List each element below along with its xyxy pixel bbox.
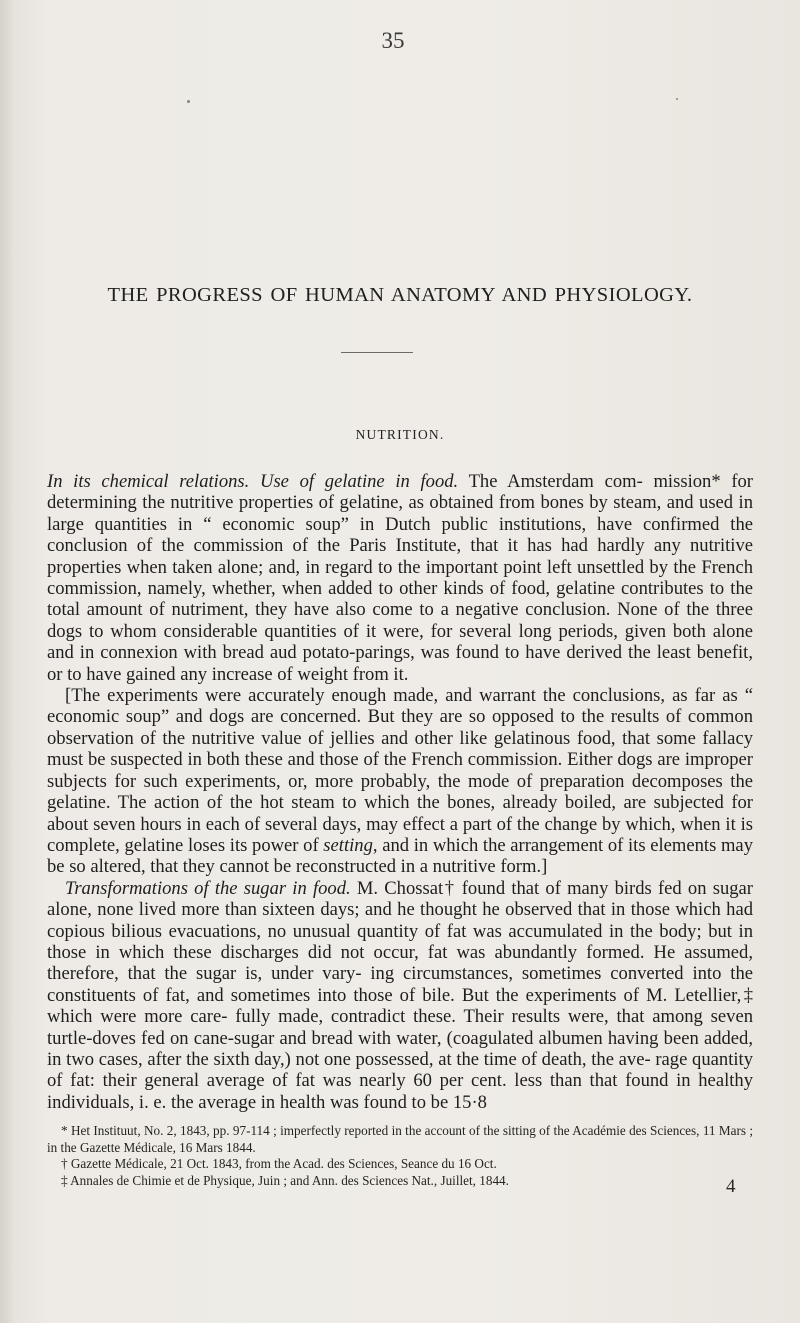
- run-setting-italic: setting: [323, 834, 373, 856]
- paragraph-editorial-note: [47, 685, 753, 878]
- signature-mark: 4: [726, 1176, 736, 1197]
- page-number: 35: [381, 28, 405, 53]
- paper-speck: [676, 98, 678, 100]
- run-note-body-2: , and in which the arrangement of its elements may be so altered, that they cannot be reconstructed in a nutritive form.]: [47, 834, 753, 878]
- footnote-1: * Het Instituut, No. 2, 1843, pp. 97-114 ; imperfectly reported in the account of the sitting of the Académie des Sciences, 11 Mars ; in the Gazette Médicale, 16 Mars 1844.: [47, 1123, 753, 1155]
- footnotes: [47, 1123, 753, 1189]
- run-heading-gelatine: Use of gelatine in food.: [260, 471, 459, 492]
- paragraph-sugar: [47, 878, 753, 1113]
- footnote-2: † Gazette Médicale, 21 Oct. 1843, from the Acad. des Sciences, Seance du 16 Oct.: [61, 1156, 497, 1172]
- section-heading: NUTRITION.: [355, 427, 445, 442]
- footnote-3: ‡ Annales de Chimie et de Physique, Juin ; and Ann. des Sciences Nat., Juillet, 1844.: [61, 1172, 509, 1188]
- paper-speck: [187, 100, 190, 103]
- run-sugar-body: M. Chossat† found that of many birds fed on sugar alone, none lived more than sixteen days; and he thought he observed that in those which had copious bilious evacuations, no unusual quantity of fat was accumulated in the body; but in those in which these discharges did not occur, fat was abundantly formed. He assumed, therefore, that the sugar is, under vary- ing circumstances, sometimes converted into the constituents of fat, and sometimes into those of bile. But the experiments of M. Letellier,‡ which were more care- fully made, contradict these. Their results were, that among seven turtle-doves fed on cane-sugar and bread with water, (coagulated albumen having been added, in two cases, after the sixth day,) not one possessed, at the time of death, the ave- rage quantity of fat: their general average of fat was nearly 60 per cent. less than that found in healthy individuals, i. e. the average in health was found to be 15·8: [47, 877, 753, 1113]
- page-gutter-shadow: [0, 0, 14, 1323]
- run-gelatine-body: The Amsterdam com- mission* for determining the nutritive properties of gelatine, as obtained from bones by steam, and used in large quantities in “ economic soup” in Dutch public institutions, have confirmed the conclusion of the commission of the Paris Institute, that it has had hardly any nutritive properties when taken alone; and, in regard to the important point left unsettled by the French commission, namely, whether, when added to other kinds of food, gelatine contributes to the total amount of nutriment, they have also come to a negative conclusion. None of the three dogs to whom considerable quantities of it were, for several long periods, given both alone and in connexion with bread aud potato-parings, was found to have derived the least benefit, or to have gained any increase of weight from it.: [47, 471, 753, 685]
- run-space: [249, 471, 260, 492]
- body-text: [47, 471, 753, 1113]
- run-note-body-1: [The experiments were accurately enough made, and warrant the conclusions, as far as “ economic soup” and dogs are concerned. But they are so opposed to the results of common observation of the nutritive value of jellies and other like gelatinous food, that some fallacy must be suspected in both these and those of the French commission. Either dogs are improper subjects for such experiments, or, more probably, the mode of preparation decomposes the gelatine. The action of the hot steam to which the bones, already boiled, are subjected for about seven hours in each of several days, may effect a part of the change by which, when it is complete, gelatine loses its power of: [47, 685, 753, 856]
- chapter-title: THE PROGRESS OF HUMAN ANATOMY AND PHYSIOLOGY.: [107, 284, 693, 306]
- run-heading-chemical: In its chemical relations.: [47, 471, 250, 492]
- run-heading-sugar: Transformations of the sugar in food.: [65, 877, 351, 899]
- title-divider: [341, 352, 413, 353]
- paragraph-gelatine: [47, 471, 753, 685]
